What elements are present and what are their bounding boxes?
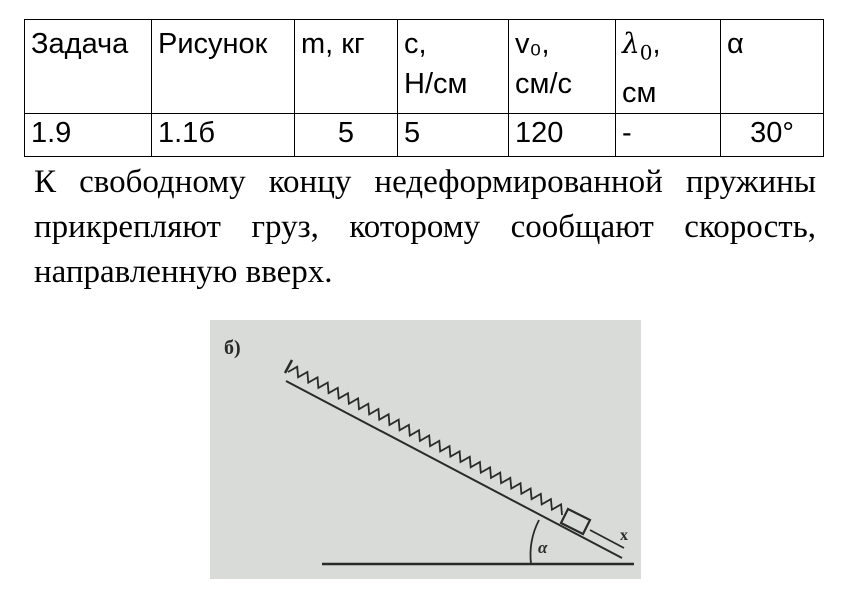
figure-drawing bbox=[210, 320, 641, 579]
header-figure: Рисунок bbox=[152, 20, 295, 114]
cell-task: 1.9 bbox=[25, 113, 152, 156]
header-lambda-unit: , см bbox=[622, 28, 661, 109]
cell-velocity: 120 bbox=[509, 113, 616, 156]
mass-block bbox=[561, 509, 590, 534]
cell-mass: 5 bbox=[295, 113, 398, 156]
table-row bbox=[25, 113, 824, 156]
figure-label: б) bbox=[224, 337, 241, 359]
cell-stiffness: 5 bbox=[398, 113, 509, 156]
spring bbox=[288, 367, 562, 515]
figure-spring-incline bbox=[210, 320, 641, 579]
header-stiffness: с, Н/см bbox=[398, 20, 509, 114]
header-lambda bbox=[616, 20, 721, 114]
problem-text: К свободному концу недеформированной пружины прикрепляют груз, которому сообщают скорость, направленную вверх. bbox=[34, 164, 816, 290]
header-velocity: v₀, см/с bbox=[509, 20, 616, 114]
header-angle: α bbox=[721, 20, 824, 114]
cell-figure: 1.1б bbox=[152, 113, 295, 156]
cell-lambda: - bbox=[616, 113, 721, 156]
incline-plane bbox=[286, 381, 622, 558]
table-header-row bbox=[25, 20, 824, 114]
x-axis-line bbox=[590, 530, 624, 548]
lambda-symbol: $\lambda_0$ bbox=[622, 27, 653, 65]
cell-angle: 30° bbox=[721, 113, 824, 156]
header-mass: m, кг bbox=[295, 20, 398, 114]
header-task: Задача bbox=[25, 20, 152, 114]
x-axis-label: x bbox=[620, 527, 628, 544]
parameters-table bbox=[24, 19, 824, 157]
angle-label: α bbox=[538, 538, 548, 557]
